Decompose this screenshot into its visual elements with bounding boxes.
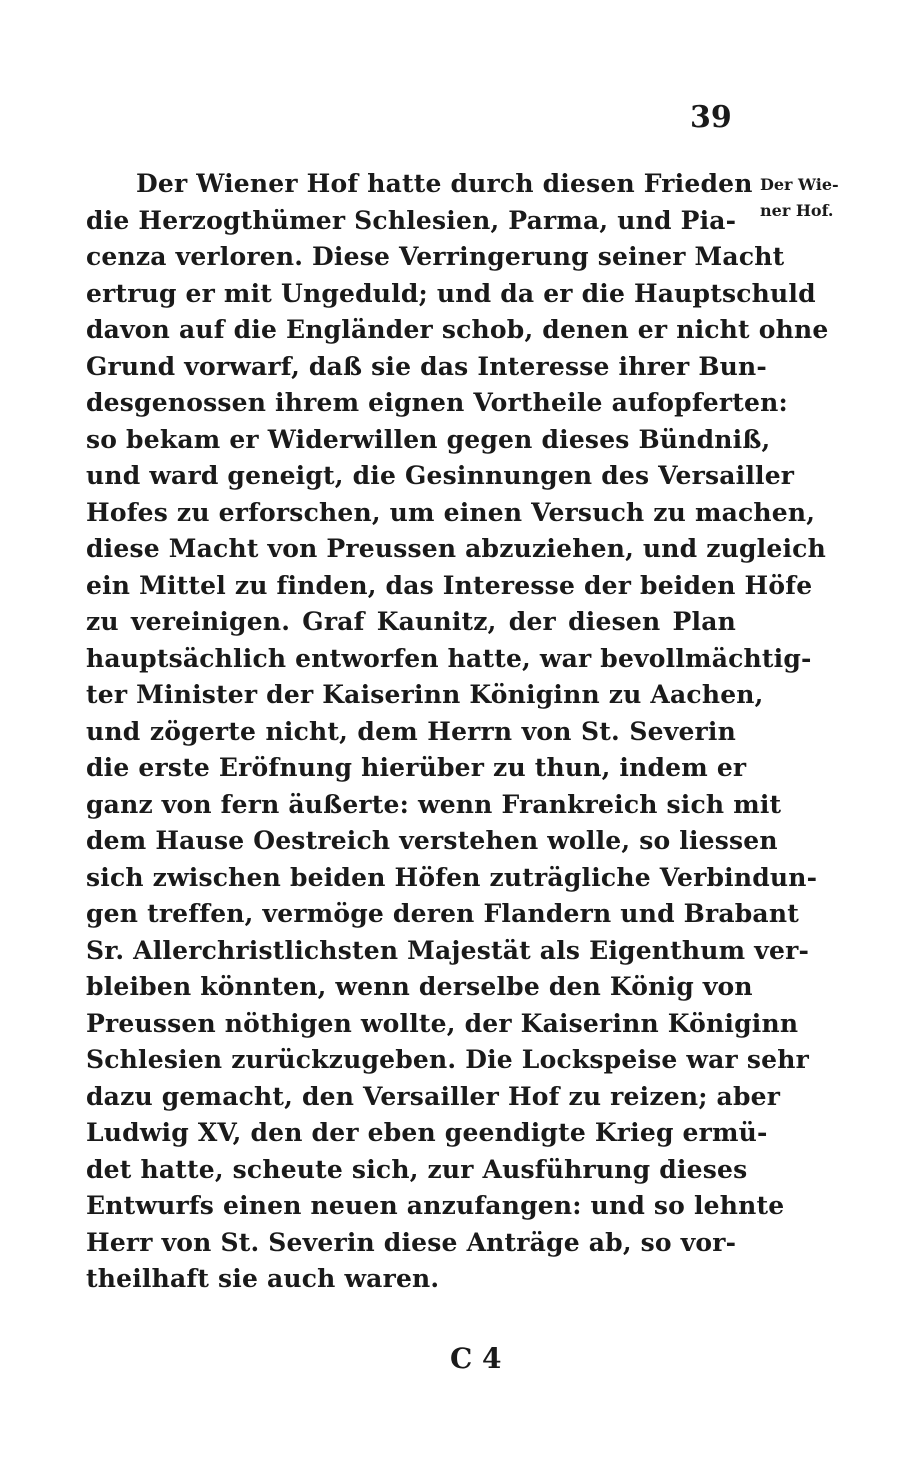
text-line: dazu gemacht, den Versailler Hof zu reizen; aber xyxy=(86,1081,781,1111)
text-line: gen treffen, vermöge deren Flandern und Brabant xyxy=(86,899,799,928)
text-line: Der Wiener Hof hatte durch diesen Frieden xyxy=(136,169,753,198)
text-line: cenza verloren. Diese Verringerung seiner Macht xyxy=(86,242,785,271)
text-line: hauptsächlich entworfen hatte, war bevollmächtig- xyxy=(86,643,812,673)
marginal-note-line: Der Wie- xyxy=(760,175,839,194)
page-number: 39 xyxy=(690,100,732,135)
text-line: ganz von fern äußerte: wenn Frankreich sich mit xyxy=(86,789,782,819)
text-line: ein Mittel zu finden, das Interesse der beiden Höfe xyxy=(86,570,813,600)
text-line: det hatte, scheute sich, zur Ausführung dieses xyxy=(86,1154,748,1184)
text-line: ter Minister der Kaiserinn Königinn zu Aachen, xyxy=(86,680,764,709)
text-line: die Herzogthümer Schlesien, Parma, und Pia- xyxy=(86,205,737,235)
text-line: Sr. Allerchristlichsten Majestät als Eigenthum ver- xyxy=(86,935,810,965)
text-line: Ludwig XV, den der eben geendigte Krieg ermü- xyxy=(86,1118,768,1147)
text-line: bleiben könnten, wenn derselbe den König von xyxy=(86,972,753,1001)
marginal-note xyxy=(760,172,840,224)
text-line: Entwurfs einen neuen anzufangen: und so lehnte xyxy=(86,1191,785,1220)
text-line: diese Macht von Preussen abzuziehen, und zugleich xyxy=(86,534,826,563)
text-line: davon auf die Engländer schob, denen er nicht ohne xyxy=(86,315,829,344)
marginal-note-line: ner Hof. xyxy=(760,201,834,220)
text-line: Grund vorwarf, daß sie das Interesse ihrer Bun- xyxy=(86,351,767,381)
text-line: dem Hause Oestreich verstehen wolle, so liessen xyxy=(86,826,778,855)
text-line: desgenossen ihrem eignen Vortheile aufopferten: xyxy=(86,388,788,417)
text-line: die erste Eröfnung hierüber zu thun, indem er xyxy=(86,753,747,782)
text-line: theilhaft sie auch waren. xyxy=(86,1264,440,1293)
text-line: Hofes zu erforschen, um einen Versuch zu machen, xyxy=(86,497,816,527)
text-line: und ward geneigt, die Gesinnungen des Versailler xyxy=(86,461,795,490)
text-line: so bekam er Widerwillen gegen dieses Bündniß, xyxy=(86,424,771,454)
text-line: Herr von St. Severin diese Anträge ab, so vor- xyxy=(86,1227,737,1257)
printer-signature: C 4 xyxy=(450,1342,502,1375)
text-line: ertrug er mit Ungeduld; und da er die Hauptschuld xyxy=(86,278,816,308)
body-paragraph xyxy=(86,166,829,1298)
text-line: Schlesien zurückzugeben. Die Lockspeise war sehr xyxy=(86,1045,809,1074)
text-line: und zögerte nicht, dem Herrn von St. Severin xyxy=(86,716,736,746)
text-line: zu vereinigen. Graf Kaunitz, der diesen Plan xyxy=(86,607,736,636)
text-line: Preussen nöthigen wollte, der Kaiserinn Königinn xyxy=(86,1008,799,1038)
text-line: sich zwischen beiden Höfen zuträgliche Verbindun- xyxy=(86,862,818,892)
